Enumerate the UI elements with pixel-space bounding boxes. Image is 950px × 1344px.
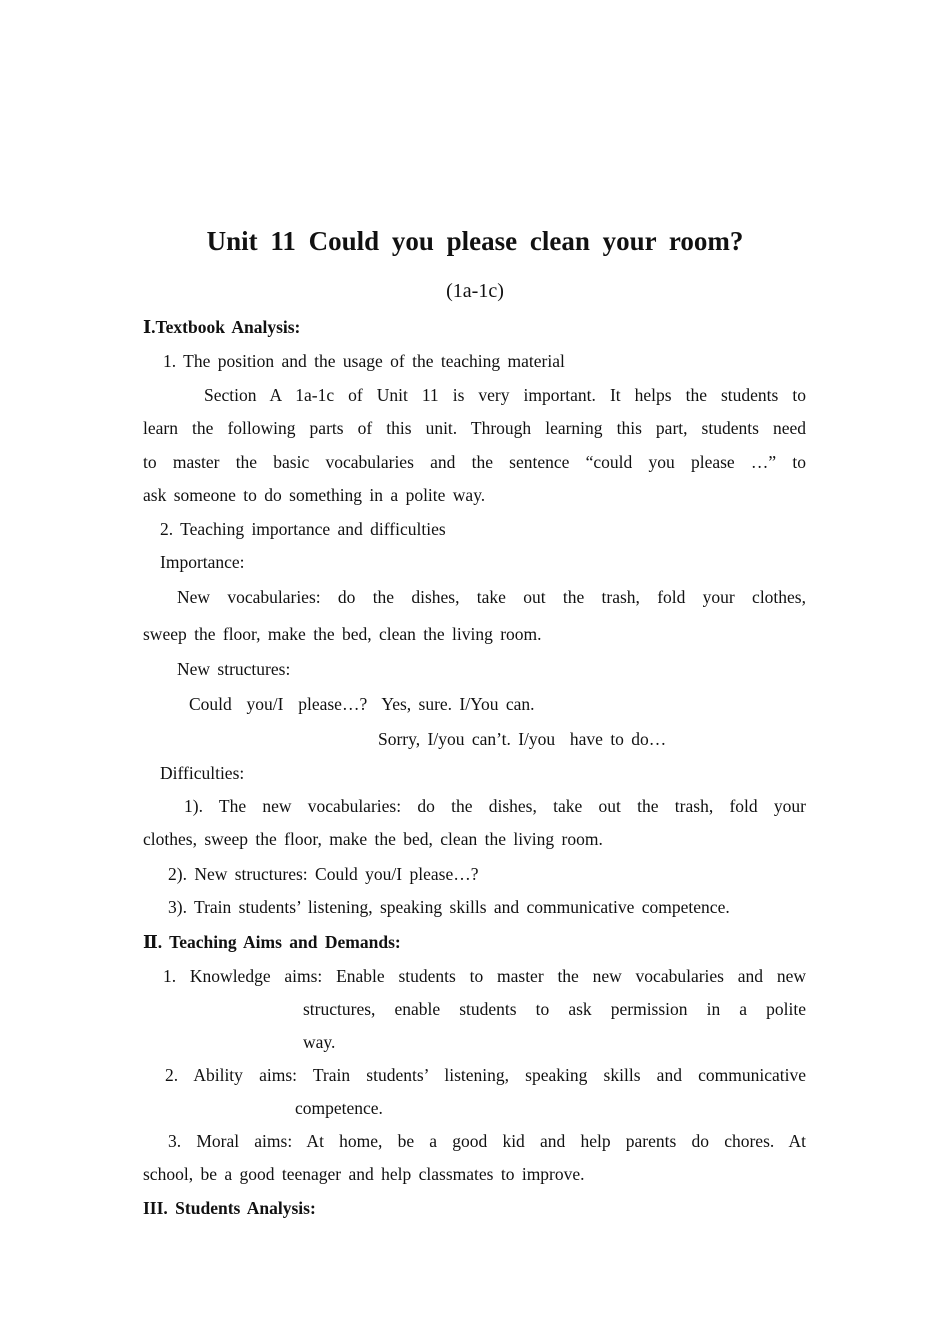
paragraph-line: ask someone to do something in a polite way. [143, 485, 486, 505]
paragraph-line: New vocabularies: do the dishes, take out the trash, fold your clothes, [177, 587, 806, 607]
structure-answer: Sorry, I/you can’t. I/you have to do… [378, 729, 667, 749]
paragraph-line: 3. Moral aims: At home, be a good kid and help parents do chores. At [168, 1131, 806, 1151]
paragraph-line: sweep the floor, make the bed, clean the living room. [143, 624, 542, 644]
paragraph-line: to master the basic vocabularies and the sentence “could you please …” to [143, 452, 806, 472]
difficulties-label: Difficulties: [160, 763, 245, 783]
item-position-usage-title: 1. The position and the usage of the teaching material [163, 351, 565, 371]
section-heading-teaching-aims: Ⅱ. Teaching Aims and Demands: [143, 932, 401, 952]
paragraph-line: 1. Knowledge aims: Enable students to master the new vocabularies and new [163, 966, 806, 986]
difficulty-item: 3). Train students’ listening, speaking skills and communicative competence. [168, 897, 730, 917]
paragraph-line: 2. Ability aims: Train students’ listening, speaking skills and communicative [165, 1065, 806, 1085]
paragraph-line: structures, enable students to ask permission in a polite [303, 999, 806, 1019]
paragraph-line: school, be a good teenager and help classmates to improve. [143, 1164, 585, 1184]
paragraph-line: competence. [295, 1098, 383, 1118]
importance-label: Importance: [160, 552, 245, 572]
paragraph-line: learn the following parts of this unit. Through learning this part, students need [143, 418, 806, 438]
structure-question: Could you/I please…? Yes, sure. I/You can. [189, 694, 535, 714]
paragraph-line: 1). The new vocabularies: do the dishes, take out the trash, fold your [184, 796, 806, 816]
paragraph-line: way. [303, 1032, 336, 1052]
page-title: Unit 11 Could you please clean your room? [206, 226, 744, 256]
section-heading-textbook-analysis: Ⅰ.Textbook Analysis: [143, 317, 301, 337]
item-importance-difficulties-title: 2. Teaching importance and difficulties [160, 519, 446, 539]
difficulty-item: 2). New structures: Could you/I please…? [168, 864, 479, 884]
paragraph-line: Section A 1a-1c of Unit 11 is very important. It helps the students to [204, 385, 806, 405]
new-structures-label: New structures: [177, 659, 291, 679]
page-subtitle: (1a-1c) [446, 280, 504, 302]
section-heading-students-analysis: III. Students Analysis: [143, 1198, 316, 1218]
paragraph-line: clothes, sweep the floor, make the bed, clean the living room. [143, 829, 603, 849]
